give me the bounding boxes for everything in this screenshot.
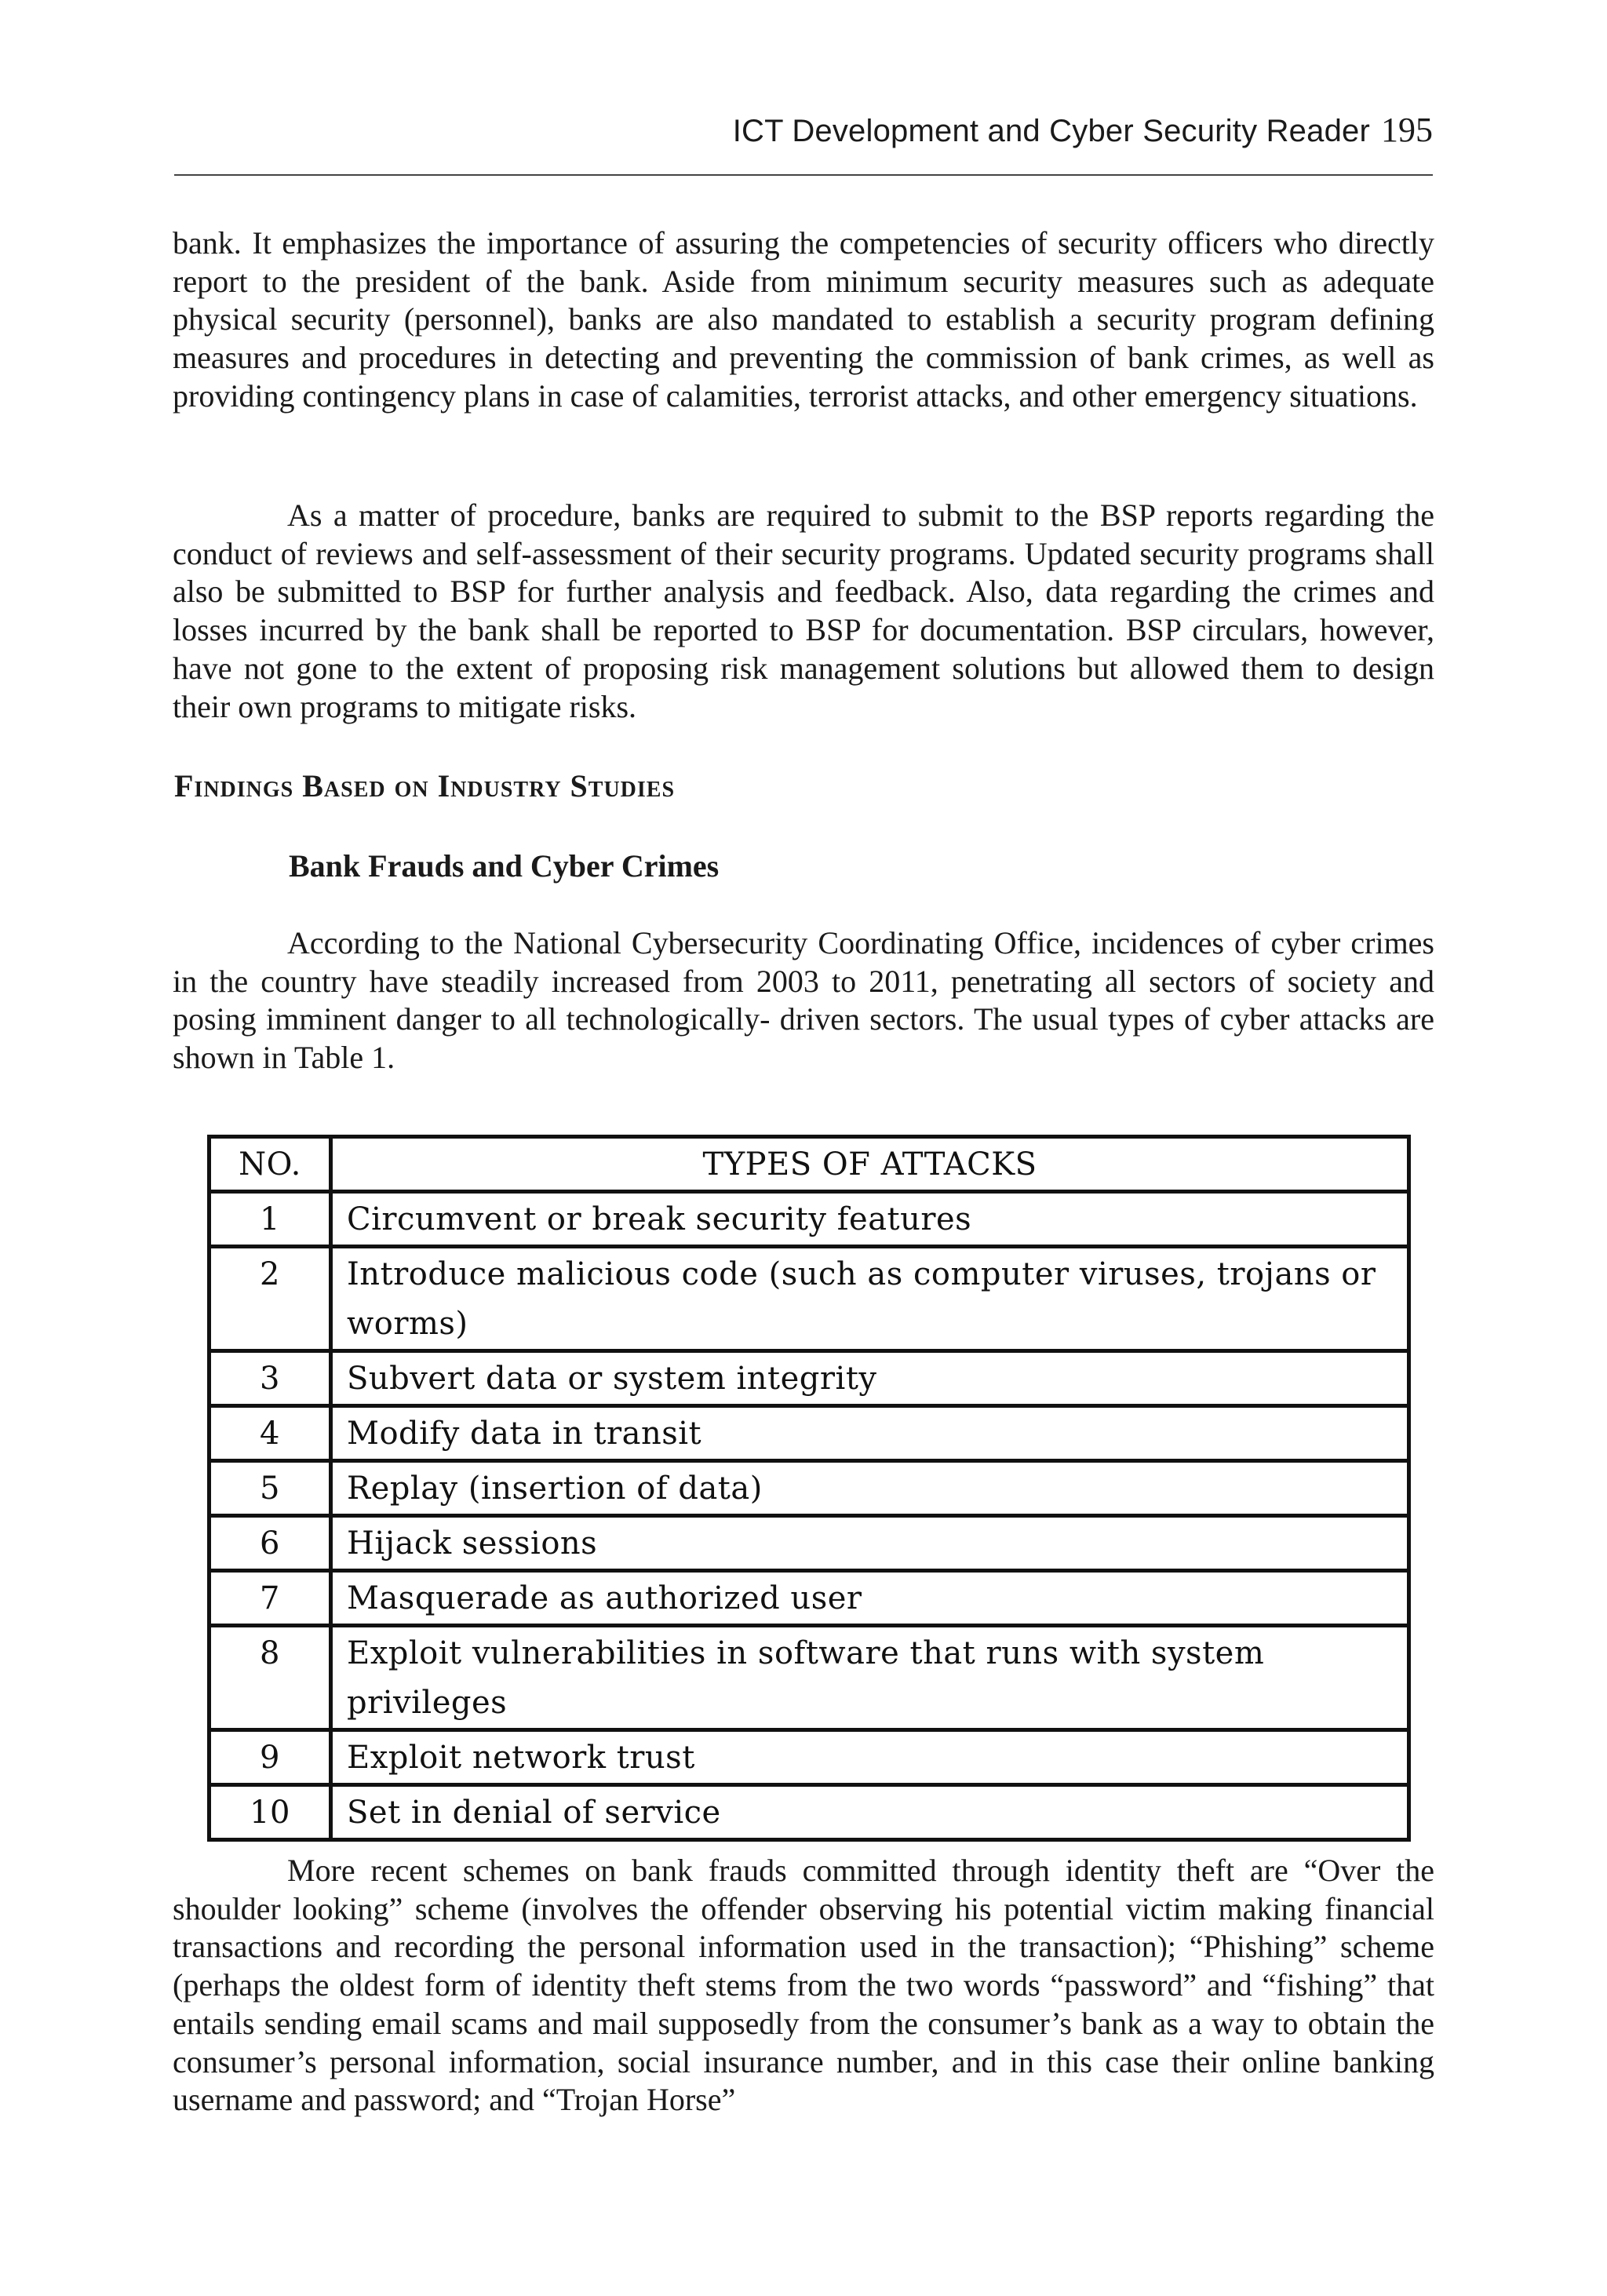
section-heading: Findings Based on Industry Studies <box>174 768 676 804</box>
row-number: 10 <box>210 1785 331 1840</box>
table-row <box>210 1192 1409 1247</box>
row-number: 1 <box>210 1192 331 1247</box>
column-header-no: NO. <box>210 1137 331 1192</box>
attack-type: Exploit network trust <box>331 1730 1409 1785</box>
row-number: 6 <box>210 1516 331 1571</box>
attack-type: Introduce malicious code (such as computer viruses, trojans or worms) <box>331 1247 1409 1351</box>
column-header-types: TYPES OF ATTACKS <box>331 1137 1409 1192</box>
paragraph-continuation <box>173 224 1434 416</box>
paragraph-bsp-procedure <box>173 497 1434 726</box>
table-row <box>210 1461 1409 1516</box>
row-number: 3 <box>210 1351 331 1406</box>
table-row <box>210 1351 1409 1406</box>
paragraph-text: According to the National Cybersecurity Coordinating Office, incidences of cyber crimes in the country have steadily increased from 2003 to 2011, penetrating all sectors of society and posing imminent danger to all technologically- driven sectors. The usual types of cyber attacks are shown in Table 1. <box>173 925 1434 1076</box>
attack-type: Modify data in transit <box>331 1406 1409 1461</box>
paragraph-identity-theft-schemes <box>173 1852 1434 2119</box>
subheading: Bank Frauds and Cyber Crimes <box>289 848 720 884</box>
row-number: 8 <box>210 1626 331 1730</box>
table-row <box>210 1406 1409 1461</box>
table-header-row <box>210 1137 1409 1192</box>
attack-type: Replay (insertion of data) <box>331 1461 1409 1516</box>
table-row <box>210 1626 1409 1730</box>
row-number: 9 <box>210 1730 331 1785</box>
row-number: 7 <box>210 1571 331 1626</box>
row-number: 2 <box>210 1247 331 1351</box>
running-header <box>174 110 1433 176</box>
paragraph-text: As a matter of procedure, banks are required to submit to the BSP reports regarding the conduct of reviews and self-assessment of their security programs. Updated security programs shall also be submitted to BSP for further analysis and feedback. Also, data regarding the crimes and losses incurred by the bank shall be reported to BSP for documentation. BSP circulars, however, have not gone to the extent of proposing risk management solutions but allowed them to design their own programs to mitigate risks. <box>173 497 1434 724</box>
attack-type: Masquerade as authorized user <box>331 1571 1409 1626</box>
table-row <box>210 1516 1409 1571</box>
attack-type: Set in denial of service <box>331 1785 1409 1840</box>
paragraph-text: More recent schemes on bank frauds committed through identity theft are “Over the shoulder looking” scheme (involves the offender observing his potential victim making financial transactions and recording the personal information used in the transaction); “Phishing” scheme (perhaps the oldest form of identity theft stems from the two words “password” and “fishing” that entails sending email scams and mail supposedly from the consumer’s bank as a way to obtain the consumer’s personal information, social insurance number, and in this case their online banking username and password; and “Trojan Horse” <box>173 1853 1434 2118</box>
attack-type: Subvert data or system integrity <box>331 1351 1409 1406</box>
paragraph-text: bank. It emphasizes the importance of assuring the competencies of security officers who directly report to the president of the bank. Aside from minimum security measures such as adequate physical security (personnel), banks are also mandated to establish a security program defining measures and procedures in detecting and preventing the commission of bank crimes, as well as providing contingency plans in case of calamities, terrorist attacks, and other emergency situations. <box>173 225 1434 414</box>
running-title: ICT Development and Cyber Security Reader <box>732 114 1370 148</box>
table-row <box>210 1785 1409 1840</box>
paragraph-cybersecurity-office <box>173 924 1434 1077</box>
table-row <box>210 1730 1409 1785</box>
page-number: 195 <box>1381 111 1433 149</box>
row-number: 4 <box>210 1406 331 1461</box>
attack-types-table <box>207 1135 1411 1842</box>
table-row <box>210 1247 1409 1351</box>
attack-type: Circumvent or break security features <box>331 1192 1409 1247</box>
attack-type: Hijack sessions <box>331 1516 1409 1571</box>
row-number: 5 <box>210 1461 331 1516</box>
table-row <box>210 1571 1409 1626</box>
attack-type: Exploit vulnerabilities in software that runs with system privileges <box>331 1626 1409 1730</box>
